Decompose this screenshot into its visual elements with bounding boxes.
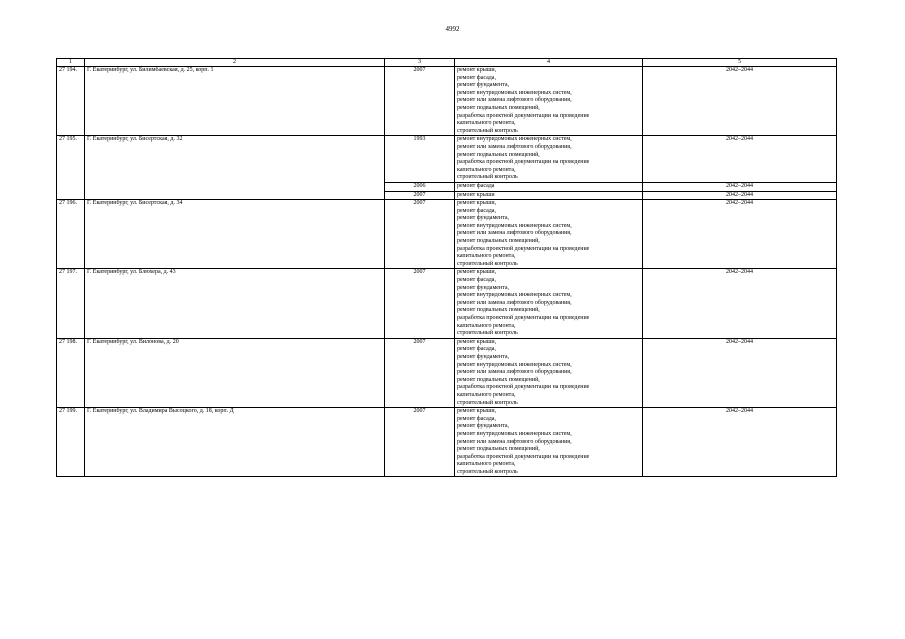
- work-item: ремонт внутридомовых инженерных систем,: [457, 89, 572, 96]
- column-header-3: 3: [385, 59, 455, 67]
- work-item: ремонт или замена лифтового оборудования,: [457, 438, 572, 445]
- work-item: ремонт фасада,: [457, 207, 496, 214]
- work-item: ремонт фасада,: [457, 277, 496, 284]
- works-cell: [455, 269, 643, 338]
- work-item: ремонт подвальных помещений,: [457, 307, 540, 314]
- column-header-2: 2: [85, 59, 385, 67]
- works-cell: [455, 136, 643, 183]
- column-header-5: 5: [643, 59, 837, 67]
- work-item: разработка проектной документации на проведение: [457, 159, 590, 166]
- work-item: разработка проектной документации на проведение: [457, 112, 590, 119]
- work-item: строительный контроль: [457, 330, 518, 337]
- work-item: капитального ремонта,: [457, 391, 516, 398]
- column-header-4: 4: [455, 59, 643, 67]
- capital-repair-table: [56, 58, 837, 477]
- work-item: разработка проектной документации на проведение: [457, 245, 590, 252]
- work-item: капитального ремонта,: [457, 120, 516, 127]
- period-cell: 2042–2044: [643, 269, 837, 338]
- work-item: ремонт подвальных помещений,: [457, 446, 540, 453]
- column-header-1: 1: [57, 59, 85, 67]
- work-item: строительный контроль: [457, 399, 518, 406]
- work-item: разработка проектной документации на проведение: [457, 453, 590, 460]
- works-cell: [455, 67, 643, 136]
- row-number: 27 198.: [57, 338, 85, 407]
- work-item: ремонт крыши,: [457, 408, 497, 415]
- work-item: ремонт крыши: [457, 191, 495, 198]
- page-number: 4992: [445, 25, 460, 33]
- table-body: [57, 67, 837, 477]
- year-cell: 2007: [385, 67, 455, 136]
- work-item: ремонт подвальных помещений,: [457, 238, 540, 245]
- period-cell: 2042–2044: [643, 338, 837, 407]
- work-item: строительный контроль: [457, 260, 518, 267]
- year-cell: 2007: [385, 408, 455, 477]
- table-row: [57, 408, 837, 477]
- row-number: 27 199.: [57, 408, 85, 477]
- works-cell: [455, 200, 643, 269]
- work-item: ремонт фасада: [457, 182, 495, 189]
- works-cell: [455, 338, 643, 407]
- work-item: капитального ремонта,: [457, 166, 516, 173]
- table-header-row: [57, 59, 837, 67]
- work-item: ремонт подвальных помещений,: [457, 151, 540, 158]
- address-cell: Г. Екатеринбург, ул. Билимбаевская, д. 25, корп. 1: [85, 67, 385, 136]
- work-item: строительный контроль: [457, 174, 518, 181]
- work-item: ремонт подвальных помещений,: [457, 104, 540, 111]
- work-item: ремонт фундамента,: [457, 215, 509, 222]
- year-cell: 2007: [385, 191, 455, 200]
- address-cell: Г. Екатеринбург, ул. Вилонова, д. 20: [85, 338, 385, 407]
- work-item: разработка проектной документации на проведение: [457, 315, 590, 321]
- address-cell: Г. Екатеринбург, ул. Блюхера, д. 43: [85, 269, 385, 338]
- row-number: 27 195.: [57, 136, 85, 200]
- work-item: ремонт фундамента,: [457, 82, 509, 89]
- work-item: ремонт фасада,: [457, 346, 496, 353]
- work-item: ремонт или замена лифтового оборудования,: [457, 143, 572, 150]
- work-item: ремонт или замена лифтового оборудования,: [457, 369, 572, 376]
- table-row: [57, 136, 837, 183]
- work-item: ремонт фасада,: [457, 415, 496, 422]
- work-item: ремонт фундамента,: [457, 423, 509, 430]
- period-cell: 2042–2044: [643, 191, 837, 200]
- period-cell: 2042–2044: [643, 408, 837, 477]
- work-item: капитального ремонта,: [457, 322, 516, 329]
- year-cell: 2007: [385, 200, 455, 269]
- period-cell: 2042–2044: [643, 67, 837, 136]
- work-item: ремонт или замена лифтового оборудования,: [457, 299, 572, 306]
- address-cell: Г. Екатеринбург, ул. Бисертская, д. 34: [85, 200, 385, 269]
- year-cell: 2006: [385, 182, 455, 191]
- address-cell: Г. Екатеринбург, ул. Владимира Высоцкого, д. 18, корп. Д: [85, 408, 385, 477]
- work-item: ремонт подвальных помещений,: [457, 376, 540, 383]
- address-cell: Г. Екатеринбург, ул. Бисертская, д. 32: [85, 136, 385, 200]
- work-item: ремонт внутридомовых инженерных систем,: [457, 361, 572, 368]
- work-item: ремонт или замена лифтового оборудования,: [457, 230, 572, 237]
- year-cell: 2007: [385, 269, 455, 338]
- row-number: 27 194.: [57, 67, 85, 136]
- work-item: ремонт крыши,: [457, 269, 497, 276]
- work-item: ремонт крыши,: [457, 338, 497, 345]
- work-item: строительный контроль: [457, 468, 518, 475]
- table-row: [57, 200, 837, 269]
- work-item: разработка проектной документации на проведение: [457, 384, 590, 391]
- work-item: ремонт или замена лифтового оборудования,: [457, 97, 572, 104]
- work-item: ремонт фундамента,: [457, 284, 509, 291]
- work-item: капитального ремонта,: [457, 461, 516, 468]
- work-item: ремонт внутридомовых инженерных систем,: [457, 430, 572, 437]
- row-number: 27 197.: [57, 269, 85, 338]
- work-item: ремонт фундамента,: [457, 353, 509, 360]
- work-item: ремонт внутридомовых инженерных систем,: [457, 222, 572, 229]
- row-number: 27 196.: [57, 200, 85, 269]
- work-item: строительный контроль: [457, 127, 518, 134]
- period-cell: 2042–2044: [643, 136, 837, 183]
- work-item: ремонт внутридомовых инженерных систем,: [457, 292, 572, 299]
- work-item: ремонт фасада,: [457, 74, 496, 81]
- work-item: капитального ремонта,: [457, 253, 516, 260]
- work-item: ремонт крыши,: [457, 67, 497, 73]
- work-item: ремонт внутридомовых инженерных систем,: [457, 136, 572, 143]
- table-row: [57, 338, 837, 407]
- works-cell: [455, 408, 643, 477]
- period-cell: 2042–2044: [643, 200, 837, 269]
- works-cell: [455, 182, 643, 191]
- table-row: [57, 67, 837, 136]
- table-row: [57, 269, 837, 338]
- year-cell: 1993: [385, 136, 455, 183]
- works-cell: [455, 191, 643, 200]
- work-item: ремонт крыши,: [457, 200, 497, 207]
- period-cell: 2042–2044: [643, 182, 837, 191]
- year-cell: 2007: [385, 338, 455, 407]
